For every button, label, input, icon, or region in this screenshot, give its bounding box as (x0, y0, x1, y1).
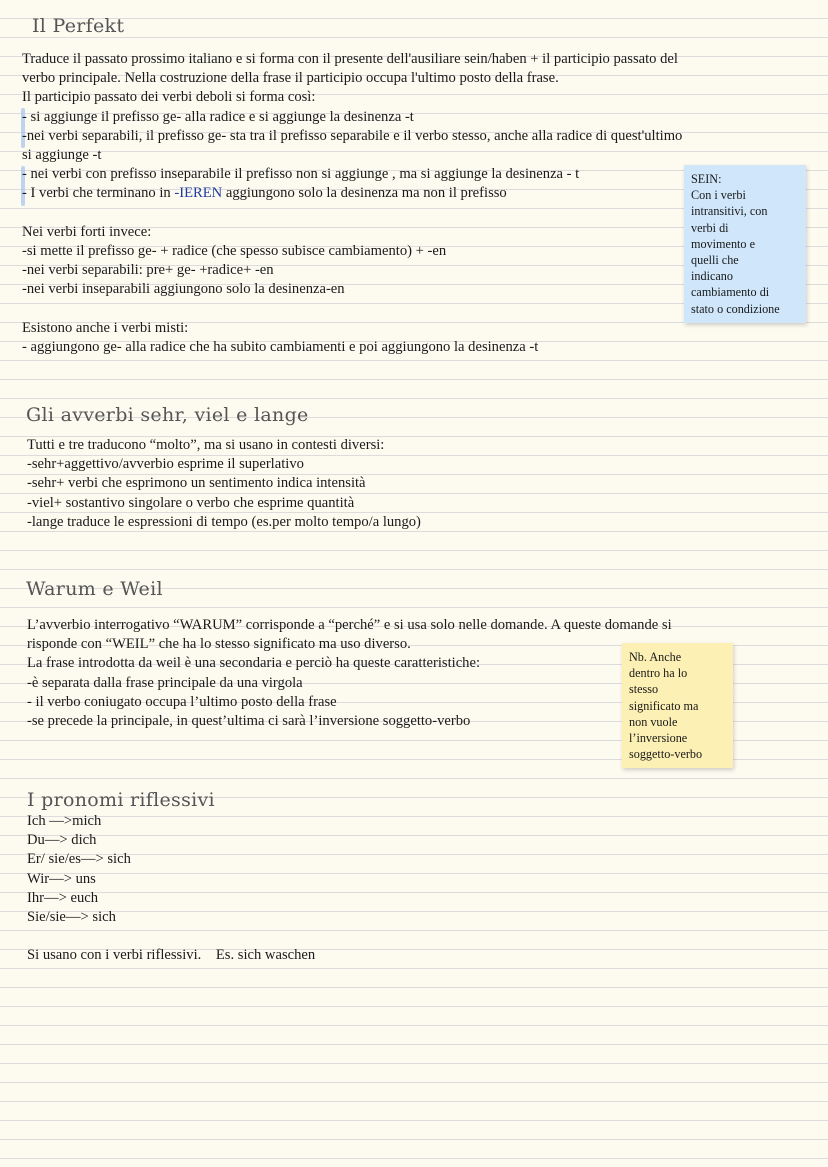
note-line: significato ma (629, 698, 699, 713)
pronomi-text (27, 812, 627, 966)
section-title-perfekt: Il Perfekt (32, 15, 125, 37)
note-line: quelli che (691, 253, 739, 268)
note-line: stesso (629, 682, 659, 697)
text-line: risponde con “WEIL” che ha lo stesso significato ma uso diverso. (27, 636, 411, 653)
text-line: -si mette il prefisso ge- + radice (che spesso subisce cambiamento) + -en (22, 243, 447, 260)
note-line: Con i verbi (691, 188, 746, 203)
text-line: Traduce il passato prossimo italiano e si forma con il presente dell'ausiliare sein/haben + il participio passato del (22, 51, 678, 67)
note-line: verbi di (691, 220, 729, 235)
section-title-warum: Warum e Weil (26, 578, 163, 600)
text-span: aggiungono solo la desinenza ma non il prefisso (222, 185, 507, 202)
text-line: Si usano con i verbi riflessivi. Es. sich waschen (27, 947, 316, 964)
note-line: movimento e (691, 236, 755, 251)
text-line: Ich —>mich (27, 813, 102, 829)
note-line: cambiamento di (691, 285, 770, 300)
note-line: non vuole (629, 714, 678, 729)
text-line: Tutti e tre traducono “molto”, ma si usano in contesti diversi: (27, 437, 385, 453)
note-line: soggetto-verbo (629, 747, 703, 762)
text-span: - I verbi che terminano in (22, 185, 175, 202)
ieren-highlight: -IEREN (174, 185, 223, 202)
text-line: Er/ sie/es—> sich (27, 851, 131, 868)
text-line: - nei verbi con prefisso inseparabile il prefisso non si aggiunge , ma si aggiunge la desinenza - t (22, 166, 580, 183)
text-line: -sehr+aggettivo/avverbio esprime il superlativo (27, 456, 304, 473)
text-line: - aggiungono ge- alla radice che ha subito cambiamenti e poi aggiungono la desinenza -t (22, 339, 539, 356)
text-line: - si aggiunge il prefisso ge- alla radice e si aggiunge la desinenza -t (22, 108, 414, 125)
text-line: - il verbo coniugato occupa l’ultimo posto della frase (27, 693, 337, 710)
text-line: Nei verbi forti invece: (22, 223, 152, 240)
text-line: -sehr+ verbi che esprimono un sentimento indica intensità (27, 475, 366, 492)
section-title-avverbi: Gli avverbi sehr, viel e lange (26, 404, 309, 426)
text-line: -è separata dalla frase principale da una virgola (27, 674, 303, 691)
text-line: verbo principale. Nella costruzione della frase il participio occupa l'ultimo posto della frase. (22, 70, 559, 87)
note-line: indicano (691, 269, 733, 284)
note-line: l’inversione (629, 731, 688, 746)
text-line: Du—> dich (27, 832, 97, 849)
note-line: SEIN: (691, 172, 722, 186)
text-line: L’avverbio interrogativo “WARUM” corrisponde a “perché” e si usa solo nelle domande. A queste domande si (27, 617, 672, 633)
text-line: -nei verbi inseparabili aggiungono solo la desinenza-en (22, 281, 345, 298)
text-line: -se precede la principale, in quest’ultima ci sarà l’inversione soggetto-verbo (27, 713, 471, 730)
note-line: intransitivi, con (691, 204, 768, 219)
section-title-pronomi: I pronomi riflessivi (27, 789, 215, 811)
text-line: La frase introdotta da weil è una secondaria e perciò ha queste caratteristiche: (27, 655, 480, 672)
sticky-note-sein (684, 165, 806, 323)
text-line: Esistono anche i verbi misti: (22, 319, 189, 336)
note-line: Nb. Anche (629, 650, 682, 664)
note-line: stato o condizione (691, 301, 780, 316)
avverbi-text (27, 436, 807, 532)
sticky-note-nb (622, 643, 733, 768)
text-line: -nei verbi separabili, il prefisso ge- sta tra il prefisso separabile e il verbo stesso, anche alla radice di quest'ultimo (22, 127, 683, 144)
text-line: Ihr—> euch (27, 889, 99, 906)
blank-line (27, 927, 627, 946)
text-line: -nei verbi separabili: pre+ ge- +radice+ -en (22, 262, 274, 279)
text-line: -lange traduce le espressioni di tempo (es.per molto tempo/a lungo) (27, 513, 421, 530)
note-line: dentro ha lo (629, 666, 688, 681)
text-line: Sie/sie—> sich (27, 909, 116, 926)
text-line: Il participio passato dei verbi deboli si forma così: (22, 89, 316, 106)
text-line: Wir—> uns (27, 870, 96, 887)
text-line: si aggiunge -t (22, 147, 102, 164)
text-line: -viel+ sostantivo singolare o verbo che esprime quantità (27, 494, 355, 511)
